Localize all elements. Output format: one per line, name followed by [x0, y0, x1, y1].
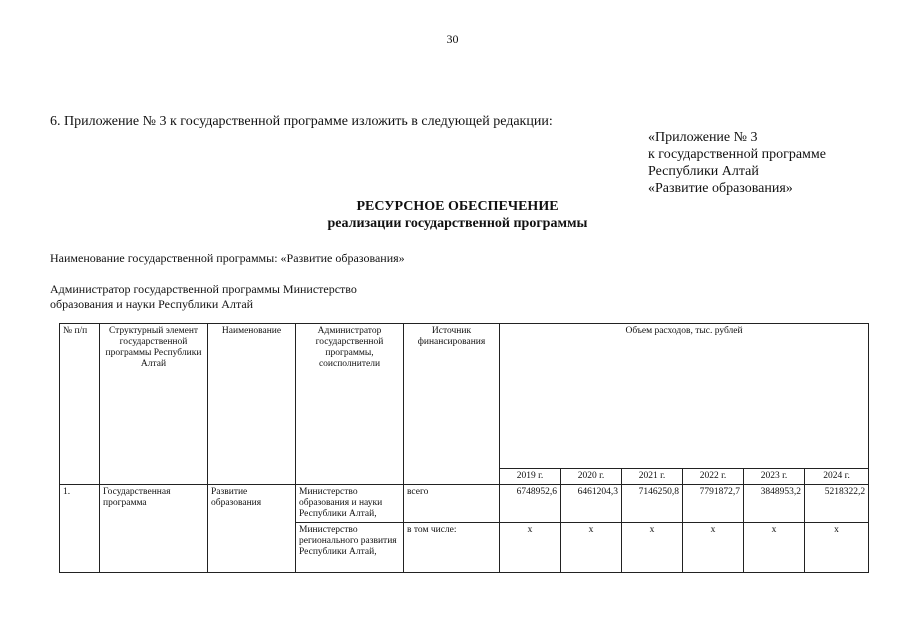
year-header: 2024 г. [805, 469, 869, 485]
year-header: 2021 г. [622, 469, 683, 485]
appendix-line: Республики Алтай [648, 164, 759, 179]
value-cell: 5218322,2 [805, 485, 869, 523]
value-cell: 7146250,8 [622, 485, 683, 523]
row-num: 1. [60, 485, 100, 573]
appendix-header [648, 129, 826, 197]
value-cell: 3848953,2 [744, 485, 805, 523]
appendix-line: к государственной программе [648, 147, 826, 162]
row-admin-top: Министерство образования и науки Республики Алтай, [296, 485, 404, 523]
appendix-line: «Приложение № 3 [648, 130, 758, 145]
header-num: № п/п [60, 324, 100, 485]
row-name: Развитие образования [208, 485, 296, 573]
year-header: 2019 г. [500, 469, 561, 485]
program-name: Наименование государственной программы: «Развитие образования» [50, 251, 405, 265]
value-cell: х [561, 523, 622, 573]
header-name: Наименование [208, 324, 296, 485]
title-line-1: РЕСУРСНОЕ ОБЕСПЕЧЕНИЕ [356, 199, 559, 214]
title-line-2: реализации государственной программы [327, 216, 588, 231]
header-element: Структурный элемент государственной программы Республики Алтай [100, 324, 208, 485]
header-admin: Администратор государственной программы, соисполнители [296, 324, 404, 485]
row-element: Государственная программа [100, 485, 208, 573]
document-title [0, 198, 905, 232]
page-number: 30 [446, 32, 459, 46]
value-cell: х [744, 523, 805, 573]
year-header: 2022 г. [683, 469, 744, 485]
row-source-including: в том числе: [404, 523, 500, 573]
row-admin-bottom: Министерство регионального развития Республики Алтай, [296, 523, 404, 573]
value-cell: х [683, 523, 744, 573]
value-cell: х [805, 523, 869, 573]
value-cell: х [500, 523, 561, 573]
value-cell: х [622, 523, 683, 573]
appendix-line: «Развитие образования» [648, 181, 793, 196]
amendment-intro: 6. Приложение № 3 к государственной программе изложить в следующей редакции: [50, 114, 553, 129]
header-source: Источник финансирования [404, 324, 500, 485]
header-volume: Объем расходов, тыс. рублей [500, 324, 869, 469]
year-header: 2023 г. [744, 469, 805, 485]
value-cell: 7791872,7 [683, 485, 744, 523]
resource-table [59, 323, 869, 573]
program-administrator: Администратор государственной программы Министерство образования и науки Республики Алтай [50, 282, 357, 311]
value-cell: 6461204,3 [561, 485, 622, 523]
row-source-total: всего [404, 485, 500, 523]
year-header: 2020 г. [561, 469, 622, 485]
value-cell: 6748952,6 [500, 485, 561, 523]
